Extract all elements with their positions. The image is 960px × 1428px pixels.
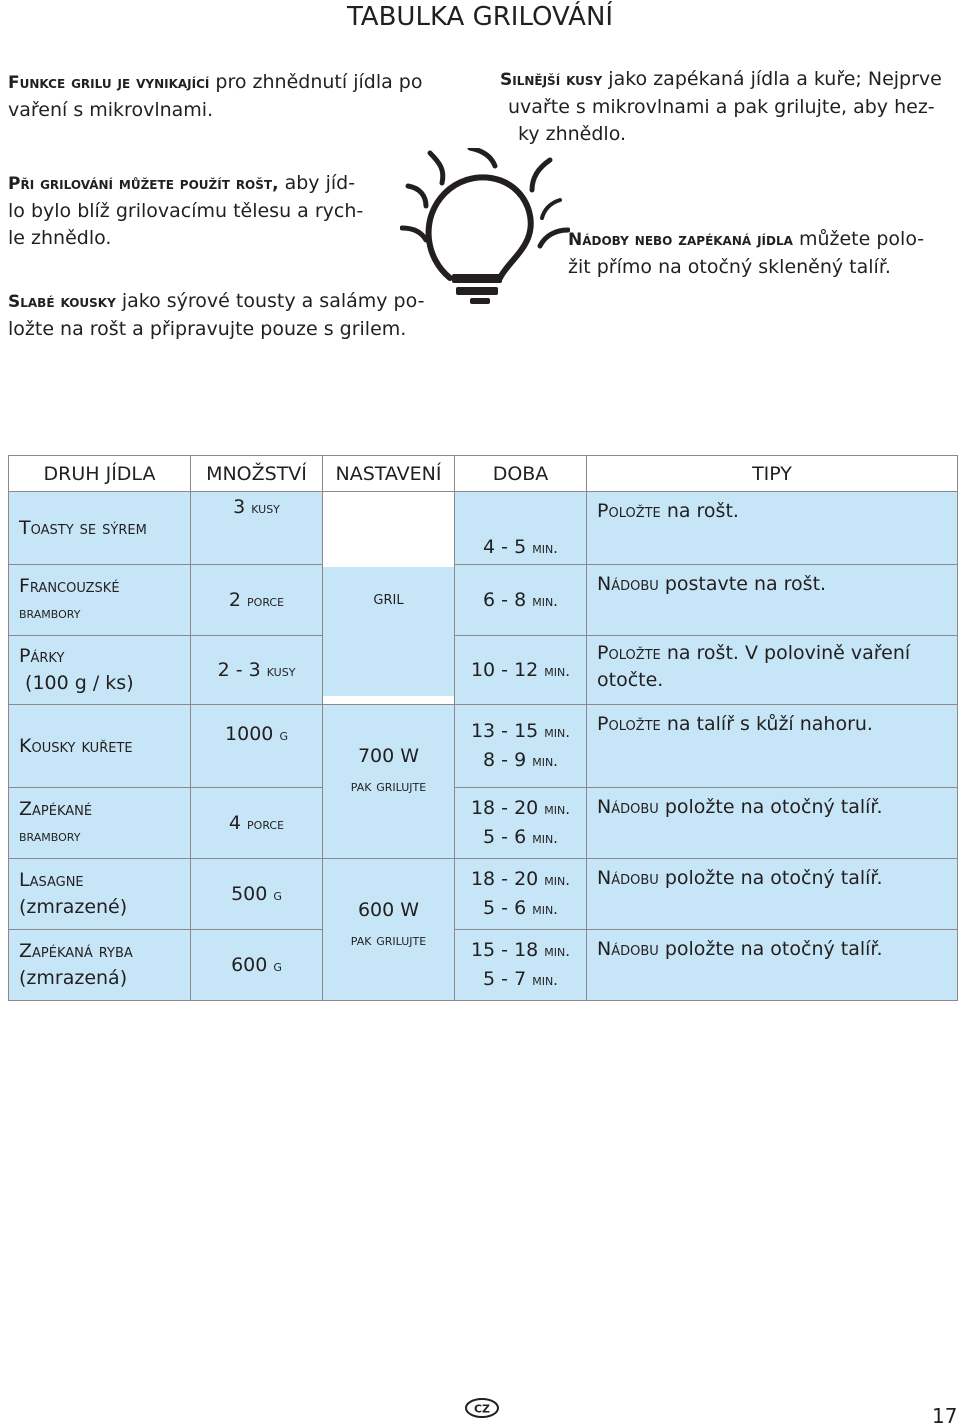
food-cell	[9, 705, 191, 788]
tip-text: položte na otočný talíř.	[664, 938, 883, 960]
amount-unit: kusy	[251, 499, 280, 517]
food-name: Zapékané	[19, 798, 93, 820]
amount-unit: porce	[247, 815, 285, 833]
amount-value: 3	[233, 496, 246, 518]
amount-cell	[191, 859, 323, 930]
food-cell	[9, 492, 191, 565]
time-unit: min.	[532, 752, 558, 770]
tip-lead: Položte	[597, 642, 661, 664]
table-row	[9, 788, 958, 859]
table-header-row	[9, 456, 958, 492]
amount-unit: porce	[247, 592, 285, 610]
header-tips: TIPY	[587, 456, 958, 492]
setting-cell-600w	[323, 859, 455, 1001]
tip-lead: Položte	[597, 713, 661, 735]
header-amount: MNOŽSTVÍ	[191, 456, 323, 492]
tip-text: vaření s mikrovlnami.	[8, 99, 214, 121]
tip-lead: Nádobu	[597, 938, 659, 960]
time-value: 5 - 6	[483, 897, 527, 919]
food-name: Francouzské	[19, 575, 120, 597]
table-row	[9, 636, 958, 705]
amount-unit: g	[273, 886, 282, 904]
food-name: (100 g / ks)	[19, 672, 134, 694]
time-unit: min.	[544, 942, 571, 960]
time-unit: min.	[532, 971, 558, 989]
tip-text: jako sýrové tousty a salámy po-	[121, 290, 425, 312]
header-food: DRUH JÍDLA	[9, 456, 191, 492]
time-unit: min.	[544, 723, 571, 741]
time-unit: min.	[544, 800, 571, 818]
tip-text: na rošt. V polovině vaření	[666, 642, 911, 664]
food-name: Toasty se sýrem	[19, 516, 147, 539]
setting-then-grill: pak grilujte	[350, 777, 427, 795]
tip-thick-pieces	[500, 66, 942, 148]
tip-lead: Slabé kousky	[8, 292, 116, 312]
food-cell	[9, 636, 191, 705]
time-cell	[455, 492, 587, 565]
amount-value: 600	[231, 954, 268, 976]
tip-grill-function	[8, 69, 422, 124]
table-row	[9, 492, 958, 565]
setting-then-grill: pak grilujte	[350, 931, 427, 949]
food-cell	[9, 930, 191, 1001]
tip-text: položte na otočný talíř.	[664, 796, 883, 818]
amount-value: 2	[228, 589, 241, 611]
grill-table	[8, 455, 958, 1001]
time-value: 18 - 20	[470, 797, 539, 819]
tip-lead: Nádobu	[597, 867, 659, 889]
time-value: 5 - 6	[483, 826, 527, 848]
tip-text: ložte na rošt a připravujte pouze s grilem.	[8, 318, 407, 340]
tip-text: otočte.	[597, 669, 664, 691]
tip-lead: Nádoby nebo zapékaná jídla	[568, 230, 793, 250]
tip-text: jako zapékaná jídla a kuře; Nejprve	[608, 68, 942, 90]
tip-text: lo bylo blíž grilovacímu tělesu a rych-	[8, 200, 364, 222]
tip-text: na rošt.	[666, 500, 739, 522]
header-time: DOBA	[455, 456, 587, 492]
tip-text: položte na otočný talíř.	[664, 867, 883, 889]
amount-cell	[191, 788, 323, 859]
table-row	[9, 930, 958, 1001]
food-name: (zmrazená)	[19, 967, 128, 989]
tip-lead: Silnější kusy	[500, 70, 603, 90]
amount-value: 1000	[225, 723, 274, 745]
lightbulb-icon	[400, 148, 570, 308]
tip-cell	[587, 788, 958, 859]
tip-lead: Položte	[597, 500, 661, 522]
tip-lead: Funkce grilu je vynikající	[8, 73, 210, 93]
time-cell	[455, 705, 587, 788]
table-row	[9, 859, 958, 930]
amount-value: 4	[228, 812, 241, 834]
time-cell	[455, 636, 587, 705]
tip-cell	[587, 565, 958, 636]
time-unit: min.	[532, 829, 558, 847]
time-value: 8 - 9	[483, 749, 527, 771]
amount-unit: g	[273, 957, 282, 975]
tip-lead: Nádobu	[597, 573, 659, 595]
tip-text: uvařte s mikrovlnami a pak grilujte, aby hez-	[508, 96, 935, 118]
page-number: 17	[932, 1404, 958, 1428]
time-unit: min.	[544, 871, 571, 889]
time-cell	[455, 565, 587, 636]
setting-gril: gril	[373, 586, 404, 609]
tip-lead: Při grilování můžete použít rošt,	[8, 174, 279, 194]
tip-text: můžete polo-	[798, 228, 925, 250]
tip-text: pro zhnědnutí jídla po	[215, 71, 423, 93]
food-name: brambory	[19, 827, 81, 845]
time-value: 6 - 8	[483, 589, 527, 611]
tip-cell	[587, 930, 958, 1001]
setting-cell-700w	[323, 705, 455, 859]
food-name: (zmrazené)	[19, 896, 128, 918]
tip-thin-pieces	[8, 288, 424, 343]
time-value: 15 - 18	[470, 939, 539, 961]
tip-cell	[587, 492, 958, 565]
amount-cell	[191, 636, 323, 705]
tip-dishes	[568, 226, 924, 281]
time-cell	[455, 930, 587, 1001]
tip-grill-rack	[8, 170, 363, 252]
tip-text: na talíř s kůží nahoru.	[666, 713, 873, 735]
food-name: Zapékaná ryba	[19, 940, 133, 962]
food-cell	[9, 859, 191, 930]
cz-country-badge	[464, 1397, 500, 1419]
amount-cell	[191, 492, 323, 565]
tip-text: ky zhnědlo.	[518, 123, 627, 145]
amount-unit: g	[279, 726, 288, 744]
amount-value: 2 - 3	[217, 659, 261, 681]
setting-600w: 600 W	[357, 899, 420, 921]
tip-text: žit přímo na otočný skleněný talíř.	[568, 256, 891, 278]
setting-700w: 700 W	[357, 745, 420, 767]
time-cell	[455, 859, 587, 930]
time-value: 13 - 15	[470, 720, 539, 742]
table-row	[9, 705, 958, 788]
time-value: 4 - 5	[483, 536, 527, 558]
tip-text: aby jíd-	[284, 172, 356, 194]
time-cell	[455, 788, 587, 859]
page-title: TABULKA GRILOVÁNÍ	[346, 2, 614, 32]
food-name: brambory	[19, 604, 81, 622]
food-cell	[9, 788, 191, 859]
header-setting: NASTAVENÍ	[323, 456, 455, 492]
amount-value: 500	[231, 883, 268, 905]
tip-cell	[587, 705, 958, 788]
time-unit: min.	[544, 662, 571, 680]
time-value: 10 - 12	[470, 659, 539, 681]
time-value: 18 - 20	[470, 868, 539, 890]
tip-cell	[587, 859, 958, 930]
amount-cell	[191, 930, 323, 1001]
tip-text: le zhnědlo.	[8, 227, 112, 249]
food-name: Lasagne	[19, 869, 84, 891]
amount-cell	[191, 565, 323, 636]
time-value: 5 - 7	[483, 968, 527, 990]
food-name: Párky	[19, 645, 65, 667]
amount-unit: kusy	[266, 662, 296, 680]
tip-text: postavte na rošt.	[664, 573, 827, 595]
food-name: Kousky kuřete	[19, 734, 133, 757]
tip-cell	[587, 636, 958, 705]
time-unit: min.	[532, 592, 558, 610]
tip-lead: Nádobu	[597, 796, 659, 818]
setting-cell-gril	[323, 492, 455, 705]
time-unit: min.	[532, 900, 558, 918]
cz-label: CZ	[473, 1402, 491, 1416]
food-cell	[9, 565, 191, 636]
table-row	[9, 565, 958, 636]
time-unit: min.	[532, 539, 558, 557]
amount-cell	[191, 705, 323, 788]
